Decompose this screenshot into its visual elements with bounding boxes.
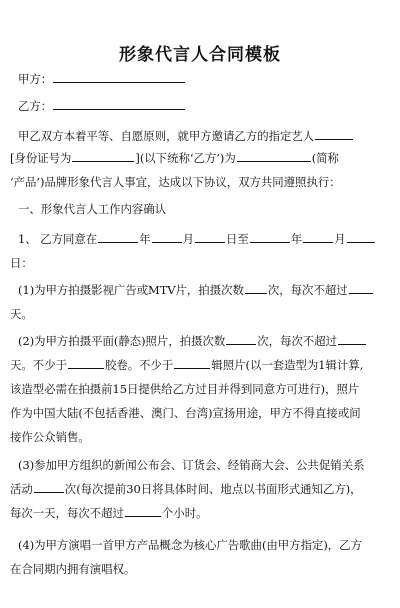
clause1-day1: 日至 [226,232,249,246]
party-a-label: 甲方： [18,72,53,86]
start-month-blank [152,231,182,243]
item2-line-1 [18,333,394,349]
party-b-line [18,98,394,114]
item4-line-1: (4)为甲方演唱一首甲方产品概念为核心广告歌曲(由甲方指定)，乙方 [18,538,362,552]
item2-text-c2: 胶卷。不少于 [104,358,174,372]
item3-text-c1: 每次一天，每次不超过 [10,506,124,520]
film-rolls-blank [68,357,104,369]
item1-days-blank [349,282,373,294]
item2-count-blank [226,333,256,345]
end-year-blank [250,231,290,243]
item1-line-1 [18,282,394,298]
event-count-blank [34,481,64,493]
item2-line-2 [10,357,394,373]
item2-line-5: 接作公众销售。 [10,430,90,444]
clause1-year1: 年 [139,232,151,246]
item1-line-2: 天。 [10,307,33,321]
start-day-blank [195,231,225,243]
item3-line-1: (3)参加甲方组织的新闻公布会、订货会、经销商大会、公共促销关系 [18,458,365,472]
event-hours-blank [125,505,161,517]
section1-heading: 一、形象代言人工作内容确认 [18,202,167,216]
item1-count-blank [245,282,267,294]
clause1-line [18,231,394,247]
photo-sets-blank [174,357,210,369]
item2-line-3: 该造型必需在拍摄前15日提供给乙方过目并得到同意方可进行)，照片 [10,382,360,396]
clause1-month2: 月 [334,232,346,246]
item3-text-b2: 次(每次提前30日将具体时间、地点以书面形式通知乙方)， [64,482,362,496]
intro-line-1 [18,128,394,144]
item2-text-a: (2)为甲方拍摄平面(静态)照片，拍摄次数 [18,334,226,348]
clause1-text-a: 1、 乙方同意在 [18,232,98,246]
item1-text-a: (1)为甲方拍摄影视广告或MTV片，拍摄次数 [18,283,244,297]
item3-line-3 [10,505,394,521]
party-b-label: 乙方： [18,99,53,113]
intro-text-2c: (简称 [311,151,339,165]
intro-text-2b: ](以下统称‘乙方’)为 [135,151,236,165]
start-year-blank [98,231,138,243]
item1-text-b: 次，每次不超过 [267,283,348,297]
item3-text-b1: 活动 [10,482,33,496]
product-name-blank [237,150,311,162]
intro-text-2a: [身份证号为 [10,151,72,165]
intro-text-3: ‘产品’)品牌形象代言人事宜，达成以下协议，双方共同遵照执行： [10,175,341,189]
intro-text-1: 甲乙双方本着平等、自愿原则，就甲方邀请乙方的指定艺人 [18,129,315,143]
item2-text-c3: 辑照片(以一套造型为1辑计算, [211,358,364,372]
clause1-month1: 月 [182,232,195,246]
party-a-line [18,71,394,87]
artist-name-blank [315,128,353,140]
id-number-blank [72,150,134,162]
end-month-blank [303,231,333,243]
item2-days-blank [338,333,366,345]
end-day-blank [347,231,375,243]
intro-line-2 [10,150,394,166]
item4-line-2: 在合同期内拥有演唱权。 [10,562,136,576]
document-title: 形象代言人合同模板 [119,45,281,65]
item2-line-4: 作为中国大陆(不包括香港、澳门、台湾)宣扬用途，甲方不得直接或间 [10,406,361,420]
intro-line-3 [10,174,394,190]
clause1-year2: 年 [290,232,303,246]
party-b-blank [53,98,185,110]
clause1-end-line: 日： [10,256,33,270]
item3-line-2 [10,481,394,497]
item2-text-c1: 天。不少于 [10,358,67,372]
item3-text-c2: 个小时。 [161,506,208,520]
item2-text-b: 次，每次不超过 [257,334,338,348]
party-a-blank [53,71,185,83]
